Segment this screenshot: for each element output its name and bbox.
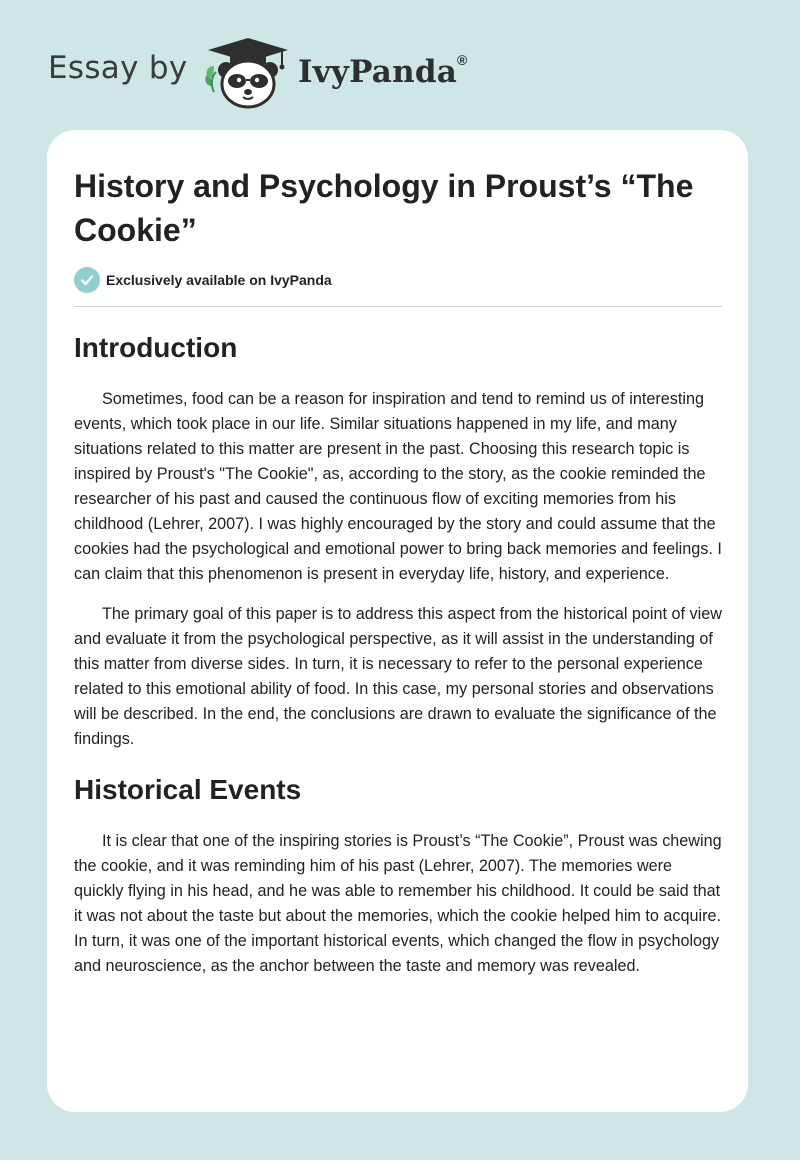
brand-text: IvyPanda — [298, 54, 457, 90]
panda-graduate-icon[interactable] — [202, 36, 292, 110]
page-title: History and Psychology in Proust’s “The Cookie” — [74, 168, 694, 248]
paragraph: The primary goal of this paper is to address this aspect from the historical point of view and evaluate it from the psychological perspective, as it will assist in the understanding of this matter from diverse sides. In turn, it is necessary to refer to the personal experience related to this emotional ability of food. In this case, my personal stories and observations will be described. In the end, the conclusions are drawn to evaluate the significance of the findings. — [74, 605, 722, 748]
paragraph: Sometimes, food can be a reason for inspiration and tend to remind us of interesting events, which took place in our life. Similar situations happened in my life, and many situations related to this matter are present in the past. Choosing this research topic is inspired by Proust's "The Cookie", as, according to the story, as the cookie reminded the researcher of his past and caused the continuous flow of exciting memories from his childhood (Lehrer, 2007). I was highly encouraged by the story and could assume that the cookies had the psychological and emotional power to bring back memories and feelings. I can claim that this phenomenon is present in everyday life, history, and experience. — [74, 390, 722, 583]
essay-content — [74, 130, 724, 979]
essay-by-label: Essay by — [48, 50, 188, 86]
exclusive-badge — [74, 266, 724, 294]
brand-name[interactable] — [298, 51, 468, 90]
registered-mark: ® — [457, 51, 468, 68]
check-icon — [74, 267, 100, 293]
essay-card — [47, 130, 748, 1112]
paragraph: It is clear that one of the inspiring stories is Proust’s “The Cookie”, Proust was chewing the cookie, and it was reminding him of his past (Lehrer, 2007). The memories were quickly flying in his head, and he was able to remember his childhood. It could be said that it was not about the taste but about the memories, which the cookie helped him to acquire. In turn, it was one of the important historical events, which changed the flow in psychology and neuroscience, as the anchor between the taste and memory was revealed. — [74, 832, 722, 975]
section-heading-introduction: Introduction — [74, 332, 238, 363]
exclusive-label: Exclusively available on IvyPanda — [106, 272, 332, 288]
section-heading-historical-events: Historical Events — [74, 774, 302, 805]
site-header — [46, 36, 486, 106]
divider — [74, 306, 722, 307]
